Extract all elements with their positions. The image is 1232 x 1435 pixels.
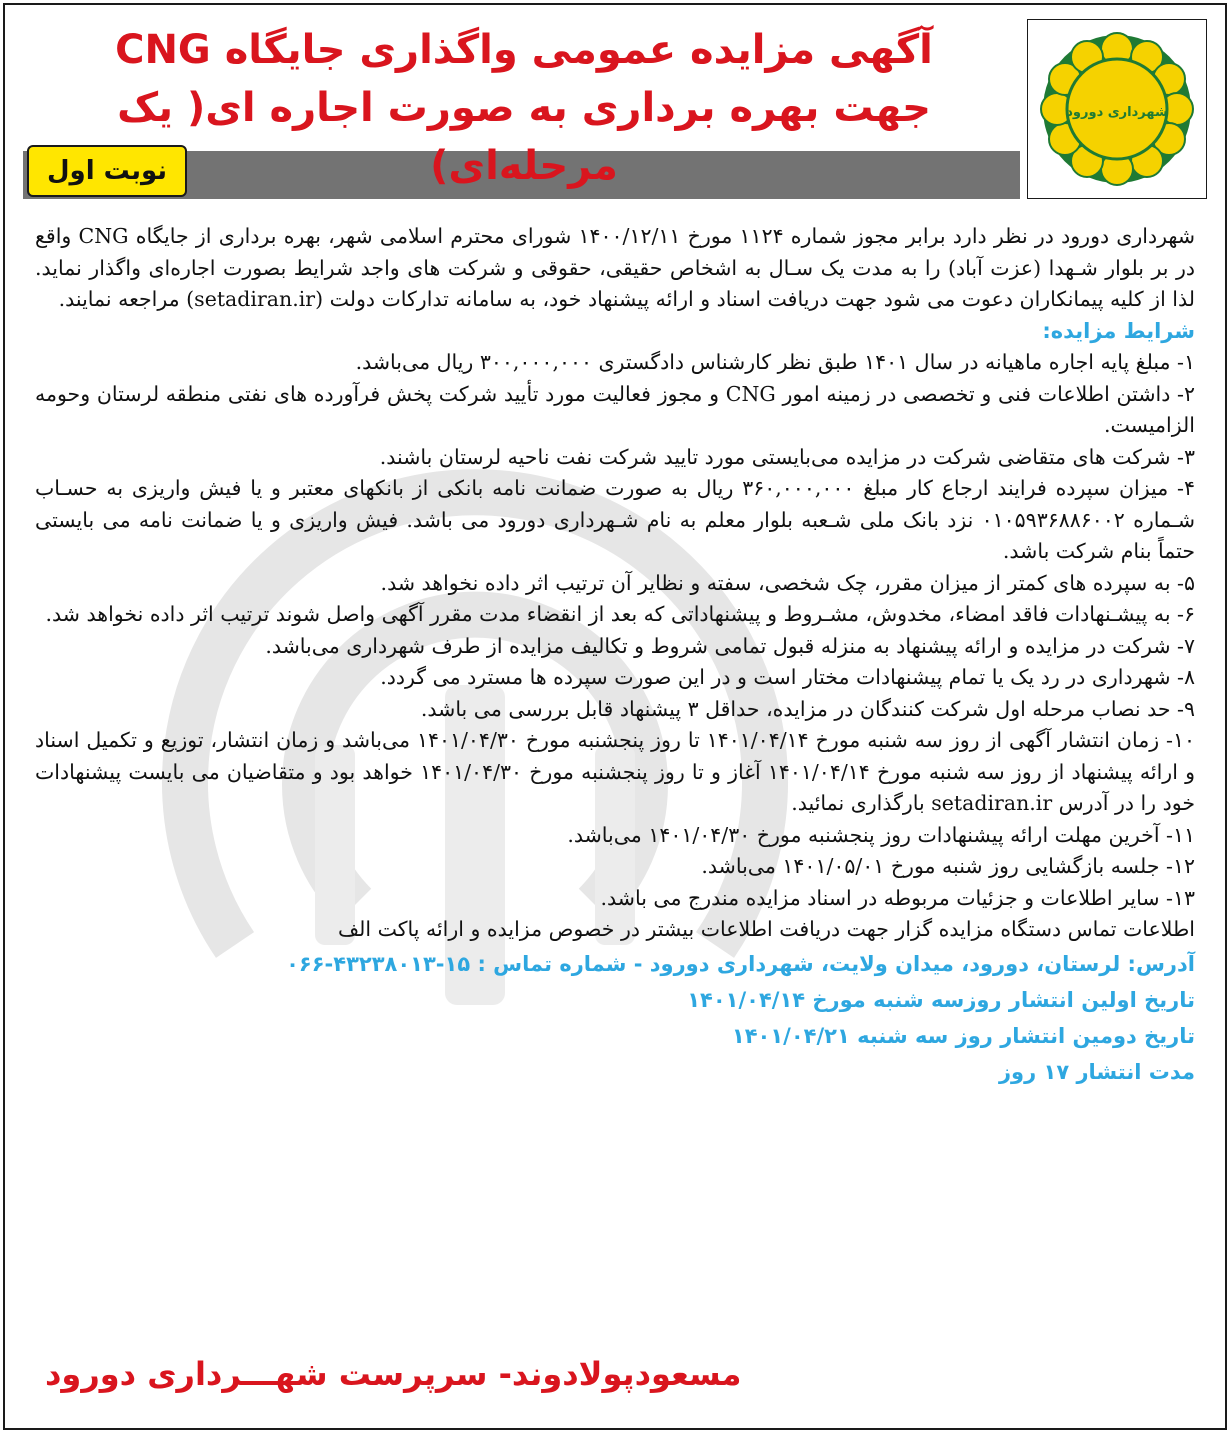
address-line: آدرس: لرستان، دورود، میدان ولایت، شهرداری دورود - شماره تماس : ۱۵-۴۳۲۳۸۰۱۳-۰۶۶ [286,951,1195,976]
signature: مسعودپولادوند- سرپرست شهـــرداری دورود [45,1355,742,1393]
condition-item: ۴- میزان سپرده فرایند ارجاع کار مبلغ ۳۶۰,۰۰۰,۰۰۰ ریال به صورت ضمانت نامه بانکی از بانکهای معتبر و یا فیش واریزی به حسـاب شـماره ۰۱۰۵۹۳۶۸۸۶۰۰۲ نزد بانک ملی شـعبه بلوار معلم به نام شـهرداری دورود می باشد. فیش واریزی و یا ضمانت نامه می بایستی حتماً بنام شرکت باشد. [35,476,1195,563]
condition-item: ۶- به پیشـنهادات فاقد امضاء، مخدوش، مشـروط و پیشنهاداتی که بعد از انقضاء مدت مقرر آگهی واصل شوند ترتیب اثر داده نخواهد شد. [45,602,1195,626]
round-badge: نوبت اول [27,145,187,197]
condition-item: ۱۳- سایر اطلاعات و جزئیات مربوطه در اسناد مزایده مندرج می باشد. [600,885,1195,910]
title-line-1: آگهی مزایده عمومی واگذاری جایگاه CNG [115,27,933,73]
municipality-logo [1027,19,1207,199]
intro-paragraph: شهرداری دورود در نظر دارد برابر مجوز شماره ۱۱۲۴ مورخ ۱۴۰۰/۱۲/۱۱ شورای محترم اسلامی شهر، بهره برداری از جایگاه CNG واقع در بر بلوار شـهدا (عزت آباد) را به مدت یک سـال به اشخاص حقیقی، حقوقی و شرکت های واجد شرایط بصورت اجاره‌ای واگذار نماید. لذا از کلیه پیمانکاران دعوت می شود جهت دریافت اسناد و ارائه پیشنهاد خود، به سامانه تدارکات دولت (setadiran.ir) مراجعه نمایند. [35,224,1196,311]
condition-item: ۷- شرکت در مزایده و ارائه پیشنهاد به منزله قبول تمامی شروط و تکالیف مزایده از طرف شهرداری می‌باشد. [265,633,1195,658]
notice-frame [3,3,1227,1430]
condition-item: ۱- مبلغ پایه اجاره ماهیانه در سال ۱۴۰۱ طبق نظر کارشناس دادگستری ۳۰۰,۰۰۰,۰۰۰ ریال می‌باشد. [355,350,1195,374]
logo-text: شهرداری دورود [1066,105,1168,120]
condition-item: ۹- حد نصاب مرحله اول شرکت کنندگان در مزایده، حداقل ۳ پیشنهاد قابل بررسی می باشد. [420,696,1195,721]
publish-duration: مدت انتشار ۱۷ روز [998,1059,1195,1084]
contact-info: اطلاعات تماس دستگاه مزایده گزار جهت دریافت اطلاعات بیشتر در خصوص مزایده و ارائه پاکت الف [337,917,1195,941]
condition-item: ۲- داشتن اطلاعات فنی و تخصصی در زمینه امور CNG و مجوز فعالیت مورد تأیید شرکت پخش فرآورده های نفتی منطقه لرستان وحومه الزامیست. [35,381,1195,437]
condition-item: ۱۲- جلسه بازگشایی روز شنبه مورخ ۱۴۰۱/۰۵/۰۱ می‌باشد. [701,854,1195,878]
conditions-heading: شرایط مزایده: [1042,318,1195,343]
condition-item: ۳- شرکت های متقاضی شرکت در مزایده می‌بایستی مورد تایید شرکت نفت ناحیه لرستان باشند. [379,444,1195,469]
notice-body [35,221,1195,1090]
title-line-2: جهت بهره برداری به صورت اجاره ای( یک مرحله‌ای) [117,85,931,189]
condition-item: ۱۱- آخرین مهلت ارائه پیشنهادات روز پنجشنبه مورخ ۱۴۰۱/۰۴/۳۰ می‌باشد. [567,822,1195,847]
condition-item: ۵- به سپرده های کمتر از میزان مقرر، چک شخصی، سفته و نظایر آن ترتیب اثر داده نخواهد شد. [380,570,1195,595]
second-publish-date: تاریخ دومین انتشار روز سه شنبه ۱۴۰۱/۰۴/۲۱ [731,1023,1195,1048]
condition-item: ۱۰- زمان انتشار آگهی از روز سه شنبه مورخ ۱۴۰۱/۰۴/۱۴ تا روز پنجشنبه مورخ ۱۴۰۱/۰۴/۳۰ می‌باشد و زمان انتشار، توزیع و تکمیل اسناد و ارائه پیشنهاد از روز سه شنبه مورخ ۱۴۰۱/۰۴/۱۴ آغاز و تا روز پنجشنبه مورخ ۱۴۰۱/۰۴/۳۰ خواهد بود و متقاضیان می بایست پیشنهادات خود را در آدرس setadiran.ir بارگذاری نمائید. [35,728,1195,815]
first-publish-date: تاریخ اولین انتشار روزسه شنبه مورخ ۱۴۰۱/۰۴/۱۴ [687,987,1195,1012]
condition-item: ۸- شهرداری در رد یک یا تمام پیشنهادات مختار است و در این صورت سپرده ها مسترد می گردد. [380,665,1195,689]
